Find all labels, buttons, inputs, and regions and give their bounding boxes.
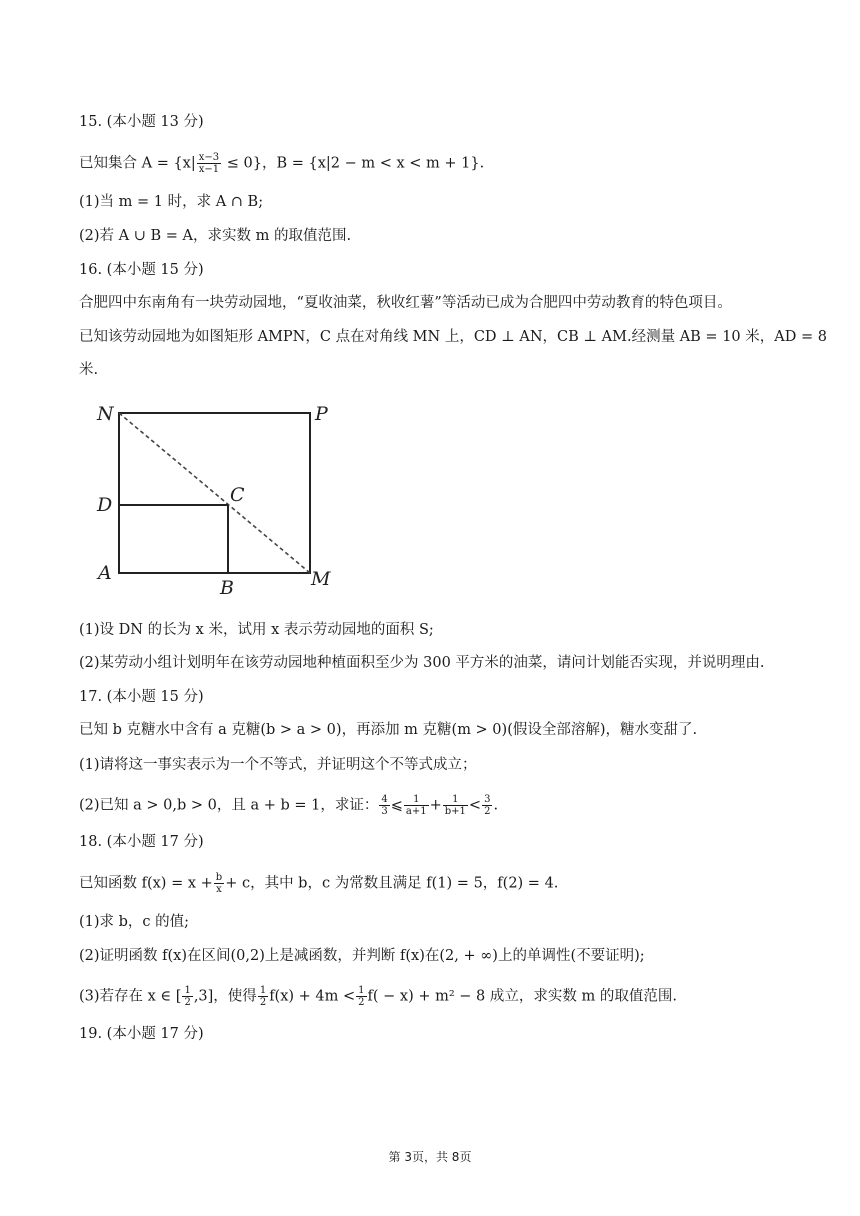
frac-num: 4 — [381, 794, 388, 805]
q16-part1: (1)设 DN 的长为 x 米，试用 x 表示劳动园地的面积 S; — [79, 622, 434, 638]
frac-num: b — [215, 872, 223, 883]
page-footer: 第 3页，共 8页 — [388, 1150, 472, 1164]
q15-stem-a: 已知集合 A = {x| — [79, 155, 196, 172]
q17-header: 17. (本小题 15 分) — [79, 689, 204, 705]
frac-num: 1 — [404, 794, 429, 806]
label-b: B — [220, 577, 234, 598]
label-p: P — [315, 403, 328, 425]
q15-part1: (1)当 m = 1 时，求 A ∩ B; — [79, 194, 264, 210]
frac-den: 2 — [358, 997, 365, 1008]
q17-stem: 已知 b 克糖水中含有 a 克糖(b > a > 0)，再添加 m 克糖(m > 0)(假设全部溶解)，糖水变甜了. — [79, 722, 698, 738]
q15-fraction — [197, 152, 221, 175]
q17-op3: < — [468, 797, 482, 814]
q16-header: 16. (本小题 15 分) — [79, 262, 204, 278]
q18-part2: (2)证明函数 f(x)在区间(0,2)上是减函数，并判断 f(x)在(2, + ∞)上的单调性(不要证明); — [79, 948, 645, 964]
q18-part3-b: ,3]，使得 — [193, 988, 257, 1005]
q18-stem-b: + c，其中 b，c 为常数且满足 f(1) = 5，f(2) = 4. — [225, 875, 559, 892]
q18-part3 — [79, 985, 677, 1008]
q15-frac-den: x−1 — [198, 164, 220, 175]
label-n: N — [97, 403, 114, 425]
q16-stem-1: 合肥四中东南角有一块劳动园地，“夏收油菜，秋收红薯”等活动已成为合肥四中劳动教育的特色项目。 — [79, 295, 732, 311]
frac-den: 2 — [184, 997, 191, 1008]
q17-part2-text: (2)已知 a > 0,b > 0，且 a + b = 1，求证： — [79, 797, 379, 814]
q17-frac-3-2 — [482, 794, 492, 817]
q17-frac-4-3 — [379, 794, 389, 817]
q18-frac-half-2 — [258, 985, 268, 1008]
q16-stem-3: 米. — [79, 362, 99, 378]
label-m: M — [311, 568, 331, 590]
q17-op1: ⩽ — [390, 797, 403, 814]
q18-part1: (1)求 b，c 的值; — [79, 914, 190, 930]
q17-frac-1-b1 — [443, 794, 468, 817]
frac-num: 1 — [358, 985, 365, 996]
q18-stem — [79, 872, 558, 895]
q17-part1: (1)请将这一事实表示为一个不等式，并证明这个不等式成立； — [79, 757, 477, 773]
q18-frac-half-1 — [182, 985, 192, 1008]
q17-part2 — [79, 794, 498, 817]
frac-num: 1 — [184, 985, 191, 996]
q15-stem-b: ≤ 0}，B = {x|2 − m < x < m + 1}. — [222, 155, 485, 172]
q15-header: 15. (本小题 13 分) — [79, 114, 204, 130]
label-c: C — [230, 484, 245, 506]
diagonal-mn — [119, 413, 310, 573]
q18-part3-d: f( − x) + m² − 8 成立，求实数 m 的取值范围. — [367, 988, 677, 1005]
frac-num: 3 — [484, 794, 491, 805]
q19-header: 19. (本小题 17 分) — [79, 1026, 204, 1042]
frac-den: 2 — [259, 997, 267, 1008]
q18-part3-a: (3)若存在 x ∈ [ — [79, 988, 182, 1005]
q17-frac-1-a1 — [404, 794, 429, 817]
q16-part2: (2)某劳动小组计划明年在该劳动园地种植面积至少为 300 平方米的油菜，请问计划能否实现，并说明理由. — [79, 655, 765, 671]
frac-den: b+1 — [444, 806, 466, 817]
q18-part3-c: f(x) + 4m < — [269, 988, 356, 1005]
q15-part2: (2)若 A ∪ B = A，求实数 m 的取值范围. — [79, 228, 352, 244]
frac-den: 2 — [484, 806, 491, 817]
q16-stem-2: 已知该劳动园地为如图矩形 AMPN，C 点在对角线 MN 上，CD ⊥ AN，CB ⊥ AM.经测量 AB = 10 米，AD = 8 — [79, 329, 827, 345]
q17-end: . — [493, 797, 499, 814]
q15-frac-num: x−3 — [198, 152, 220, 163]
label-d: D — [97, 494, 113, 516]
q18-stem-a: 已知函数 f(x) = x + — [79, 875, 213, 892]
frac-den: x — [216, 884, 222, 895]
rectangle-diagram — [92, 398, 332, 598]
frac-num: 1 — [259, 985, 267, 996]
frac-num: 1 — [443, 794, 468, 806]
q15-stem — [79, 152, 484, 175]
q17-op2: + — [429, 797, 442, 814]
frac-den: 3 — [381, 806, 388, 817]
q18-frac-half-3 — [356, 985, 366, 1008]
label-a: A — [98, 562, 112, 584]
frac-den: a+1 — [405, 806, 427, 817]
q18-frac-b-x — [214, 872, 224, 895]
q18-header: 18. (本小题 17 分) — [79, 834, 204, 850]
